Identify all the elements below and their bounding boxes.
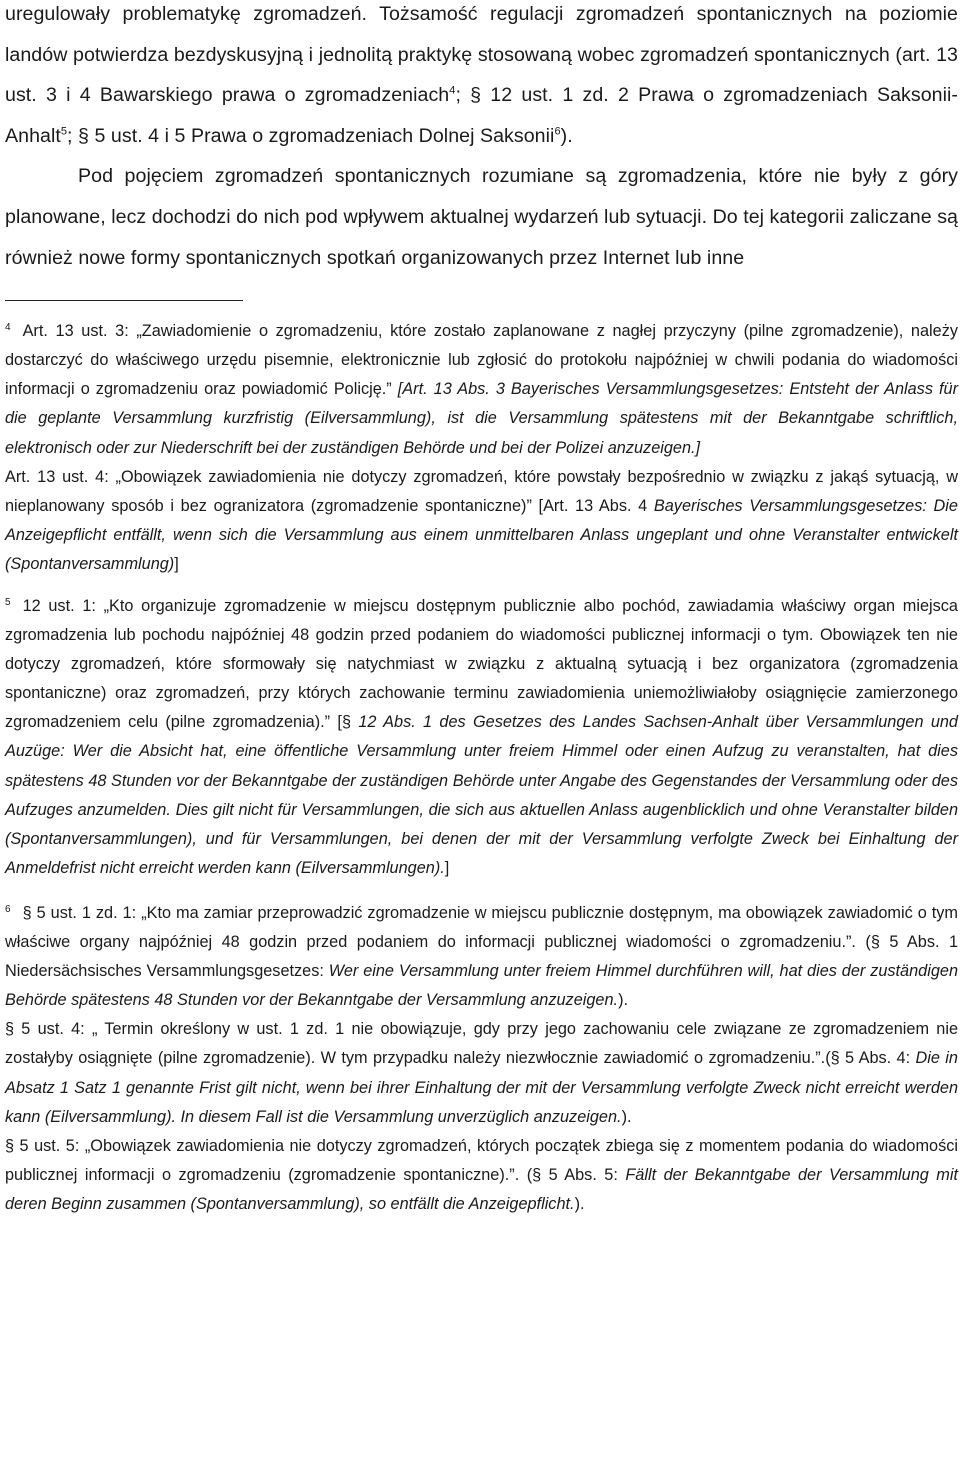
footnote-text: ). — [574, 1194, 585, 1213]
footnote-quote-de: [Art. 13 Abs. 3 Bayerisches Versammlungsgesetzes: Entsteht der Anlass für die geplante Versammlung kurzfristig (Eilversammlung), ist die Versammlung spätestens mit der Bekanntgabe schriftlich, elektronisch oder zur Niederschrift bei der zuständigen Behörde und bei der Polizei anzuzeigen.] — [5, 380, 958, 457]
footnote-text: § 5 ust. 4: „ Termin określony w ust. 1 zd. 1 nie obowiązuje, gdy przy jego zachowaniu cele związane ze zgromadzeniem nie zostałyby osiągnięte (pilne zgromadzenie). W tym przypadku należy niezwłocznie zawiadomić o zgromadzeniu.”.(§ 5 Abs. 4: — [5, 1020, 958, 1068]
footnote-text: ). — [618, 991, 629, 1010]
footnote-text: ] — [444, 858, 450, 877]
footnote-separator — [5, 300, 243, 301]
paragraph-text: ; § 5 ust. 4 i 5 Prawa o zgromadzeniach Dolnej Saksonii — [67, 124, 555, 147]
footnote-text: ). — [621, 1107, 632, 1126]
footnote-quote-de: Wer eine Versammlung unter freiem Himmel durchführen will, hat dies der zuständigen Behörde spätestens 48 Stunden vor der Bekanntgabe der Versammlung anzuzeigen. — [5, 962, 958, 1010]
footnote-number: 4 — [5, 321, 11, 333]
footnote-6-part-2 — [5, 1015, 958, 1131]
paragraph-text: uregulowały problematykę zgromadzeń. Tożsamość regulacji zgromadzeń spontanicznych na poziomie landów potwierdza bezdyskusyjną i jednolitą praktykę stosowaną wobec zgromadzeń spontanicznych (art. 13 ust. 3 i 4 Bawarskiego prawa o zgromadzeniach — [5, 3, 958, 107]
footnote-text: § 5 ust. 5: „Obowiązek zawiadomienia nie dotyczy zgromadzeń, których początek zbiega się z momentem podania do wiadomości publicznej informacji o zgromadzeniu (zgromadzenie spontaniczne).”. (§ 5 Abs. 5: — [5, 1136, 958, 1184]
footnote-6 — [5, 899, 958, 1015]
document-page — [5, 0, 958, 1219]
footnote-number: 5 — [5, 596, 11, 608]
footnote-text: Art. 13 ust. 3: „Zawiadomienie o zgromadzeniu, które zostało zaplanowane z nagłej przyczyny (pilne zgromadzenie), należy dostarczyć do właściwego urzędu pisemnie, elektronicznie lub zgłosić do protokołu najpóźniej w chwili podania do wiadomości informacji o zgromadzeniu oraz powiadomić Policję.” — [5, 322, 958, 399]
footnote-quote-de: Fällt der Bekanntgabe der Versammlung mit deren Beginn zusammen (Spontanversammlung), so entfällt die Anzeigepflicht. — [5, 1165, 958, 1213]
body-paragraph-1 — [5, 0, 958, 156]
footnote-quote-de: Die in Absatz 1 Satz 1 genannte Frist gilt nicht, wenn bei ihrer Einhaltung der mit der Versammlung verfolgte Zweck nicht erreicht werden kann (Eilversammlung). In diesem Fall ist die Versammlung unverzüglich anzuzeigen. — [5, 1049, 958, 1126]
footnote-quote-de: 12 Abs. 1 des Gesetzes des Landes Sachsen-Anhalt über Versammlungen und Auzüge: Wer die Absicht hat, eine öffentliche Versammlung unter freiem Himmel oder einen Aufzug zu veranstalten, hat dies spätestens 48 Stunden vor der Bekanntgabe der zuständigen Behörde unter Angabe des Gegenstandes der Versammlung oder des Aufzuges anzumelden. Dies gilt nicht für Versammlungen, die sich aus aktuellen Anlass augenblicklich und ohne Veranstalter bilden (Spontanversammlungen), und für Versammlungen, bei denen der mit der Versammlung verfolgte Zweck bei Einhaltung der Anmeldefrist nicht erreicht werden kann (Eilversammlungen). — [5, 713, 958, 877]
footnote-6-part-3 — [5, 1132, 958, 1219]
footnote-ref-6: 6 — [554, 125, 561, 138]
footnote-number: 6 — [5, 903, 11, 915]
paragraph-text: ). — [560, 124, 573, 147]
footnote-text: § 5 ust. 1 zd. 1: „Kto ma zamiar przeprowadzić zgromadzenie w miejscu publicznie dostępnym, ma obowiązek zawiadomić o tym właściwe organy najpóźniej 48 godzin przed podaniem do informacji publicznej wiadomości o zgromadzeniu.”. (§ 5 Abs. 1 Niedersächsisches Versammlungsgesetzes: — [5, 903, 958, 981]
footnote-4 — [5, 317, 958, 462]
footnote-text: Art. 13 ust. 4: „Obowiązek zawiadomienia nie dotyczy zgromadzeń, które powstały bezpośrednio w związku z jakąś sytuacją, w nieplanowany sposób i bez ogranizatora (zgromadzenie spontaniczne)” [Art. 13 Abs. 4 — [5, 467, 958, 515]
footnote-text: 12 ust. 1: „Kto organizuje zgromadzenie w miejscu dostępnym publicznie albo pochód, zawiadamia właściwy organ miejsca zgromadzenia lub pochodu najpóźniej 48 godzin przed podaniem do wiadomości publicznej informacji o tym. Obowiązek ten nie dotyczy zgromadzeń, które sformowały się natychmiast w związku z aktualną sytuacją i bez organizatora (zgromadzenia spontaniczne) oraz zgromadzeń, przy których zachowanie terminu zawiadomienia uniemożliwiałoby osiągnięcie zamierzonego zgromadzeniem celu (pilne zgromadzenia).” [§ — [5, 597, 958, 732]
paragraph-text: ; § 12 ust. 1 zd. 2 Prawa o zgromadzeniach Saksonii-Anhalt — [5, 84, 958, 147]
footnote-5 — [5, 592, 958, 883]
footnote-4-part-2 — [5, 463, 958, 579]
footnote-text: ] — [174, 554, 179, 573]
footnote-ref-4: 4 — [449, 84, 456, 97]
body-paragraph-2: Pod pojęciem zgromadzeń spontanicznych rozumiane są zgromadzenia, które nie były z góry planowane, lecz dochodzi do nich pod wpływem aktualnej wydarzeń lub sytuacji. Do tej kategorii zaliczane są również nowe formy spontanicznych spotkań organizowanych przez Internet lub inne — [5, 165, 958, 269]
footnote-quote-de: Bayerisches Versammlungsgesetzes: Die Anzeigepflicht entfällt, wenn sich die Versammlung aus einem unmittelbaren Anlass ungeplant und ohne Veranstalter entwickelt (Spontanversammlung) — [5, 496, 958, 573]
footnote-ref-5: 5 — [60, 125, 68, 138]
